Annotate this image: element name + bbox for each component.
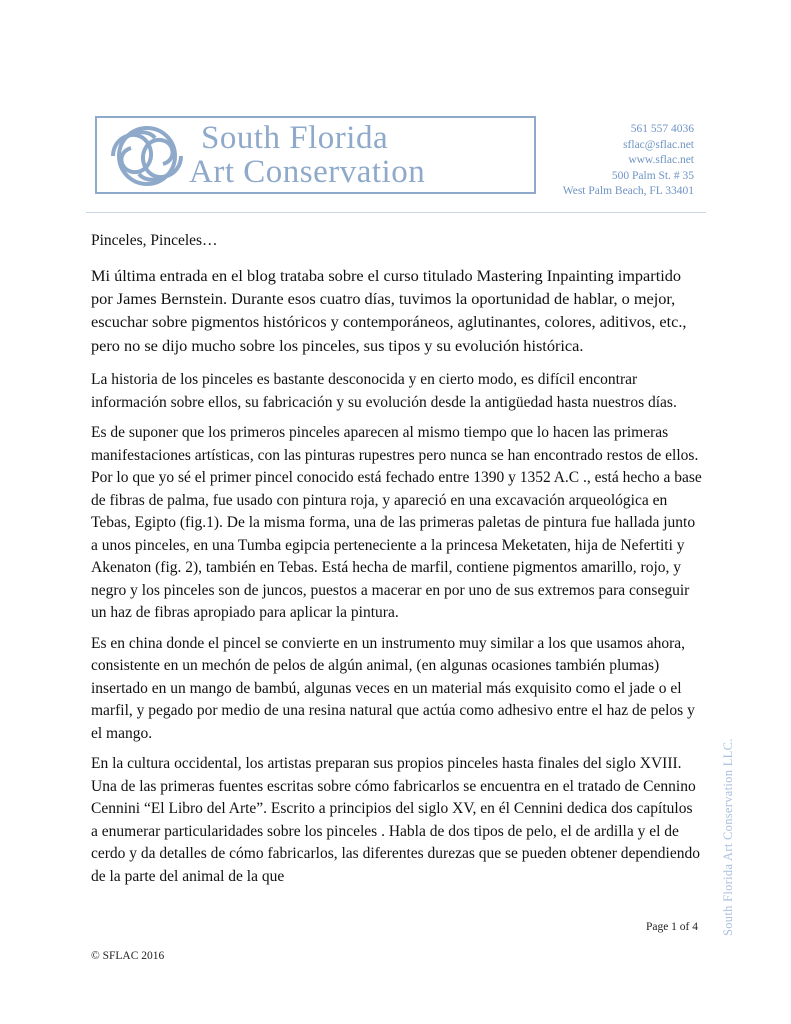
document-body: [91, 230, 703, 896]
header-divider: [86, 212, 706, 213]
contact-block: [563, 122, 694, 200]
body-paragraph: En la cultura occidental, los artistas preparan sus propios pinceles hasta finales del siglo XVIII. Una de las primeras fuentes escritas sobre cómo fabricarlos se encuentra en el tratado de Cennino Cennini “El Libro del Arte”. Escrito a principios del siglo XV, en él Cennini dedica dos capítulos a enumerar particularidades sobre los pinceles . Habla de dos tipos de pelo, el de ardilla y el de cerdo y da detalles de cómo fabricarlos, las diferentes durezas que se pueden obtener dependiendo de la parte del animal de la que: [91, 755, 700, 885]
celtic-knot-icon: [103, 122, 191, 190]
side-company-name: South Florida Art Conservation LLC.: [721, 738, 735, 936]
contact-email[interactable]: sflac@sflac.net: [623, 138, 694, 151]
logo-line-1: South Florida: [201, 120, 389, 156]
contact-website[interactable]: www.sflac.net: [628, 154, 694, 166]
document-title: Pinceles, Pinceles…: [91, 232, 218, 249]
footer-copyright: © SFLAC 2016: [91, 950, 165, 962]
contact-phone: 561 557 4036: [630, 123, 694, 135]
contact-street: 500 Palm St. # 35: [611, 169, 694, 182]
body-paragraph: La historia de los pinceles es bastante desconocida y en cierto modo, es difícil encontrar información sobre ellos, su fabricación y su evolución desde la antigüedad hasta nuestros días.: [91, 371, 677, 411]
company-logo: [95, 116, 536, 194]
contact-city: West Palm Beach, FL 33401: [562, 185, 694, 197]
body-paragraph: Es de suponer que los primeros pinceles aparecen al mismo tiempo que lo hacen las primeras manifestaciones artísticas, con las pinturas rupestres pero nunca se han encontrado restos de ellos. Por lo que yo sé el primer pincel conocido está fechado entre 1390 y 1352 A.C ., está hecho a base de fibras de palma, fue usado con pintura roja, y apareció en una excavación arqueológica en Tebas, Egipto (fig.1). De la misma forma, una de las primeras paletas de pintura fue hallada junto a unos pinceles, en una Tumba egipcia perteneciente a la princesa Meketaten, hija de Nefertiti y Akenaton (fig. 2), también en Tebas. Está hecha de marfil, contiene pigmentos amarillo, rojo, y negro y los pinceles son de juncos, puestos a macerar en por uno de sus extremos para conseguir un haz de fibras apropiado para aplicar la pintura.: [91, 424, 702, 622]
logo-line-2: Art Conservation: [189, 154, 426, 190]
intro-paragraph: Mi última entrada en el blog trataba sobre el curso titulado Mastering Inpainting impartido por James Bernstein. Durante esos cuatro días, tuvimos la oportunidad de hablar, o mejor, escuchar sobre pigmentos históricos y contemporáneos, aglutinantes, colores, aditivos, etc., pero no se dijo mucho sobre los pinceles, sus tipos y su evolución histórica.: [91, 265, 687, 355]
body-paragraph: Es en china donde el pincel se convierte en un instrumento muy similar a los que usamos ahora, consistente en un mechón de pelos de algún animal, (en algunas ocasiones también plumas) insertado en un mango de bambú, algunas veces en un material más exquisito como el jade o el marfil, y pegado por medio de una resina natural que actúa como adhesivo entre el haz de pelos y el mango.: [91, 634, 695, 742]
page-number: Page 1 of 4: [645, 921, 698, 933]
